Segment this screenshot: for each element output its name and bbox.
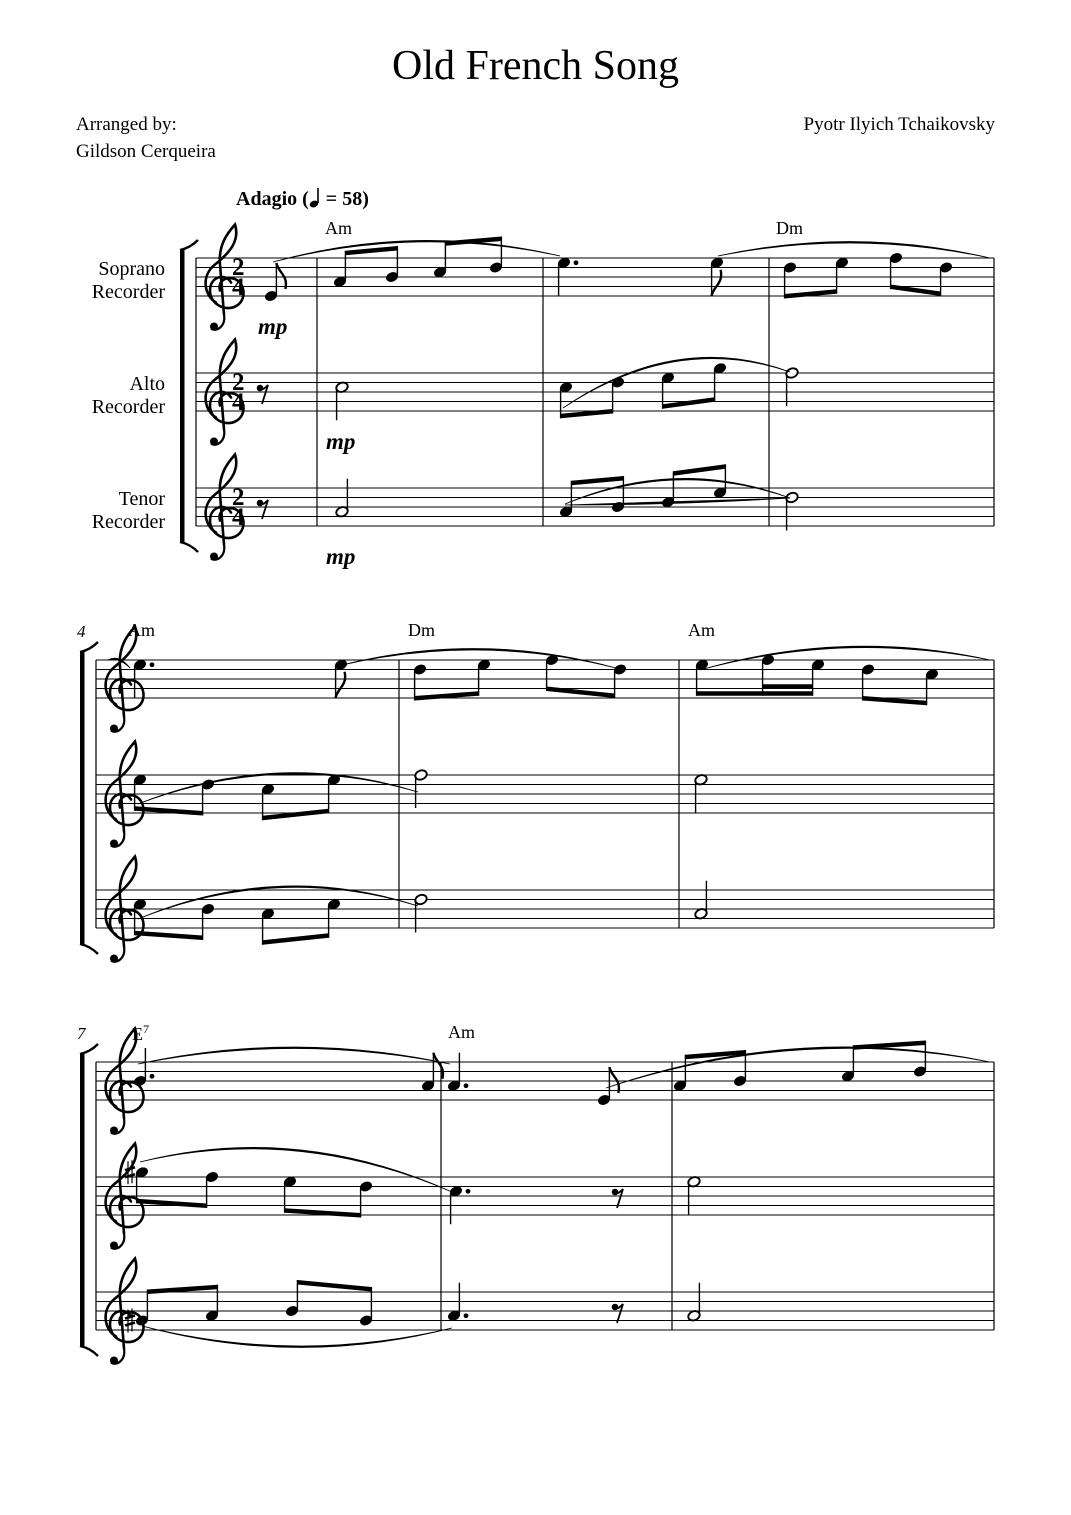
slur (142, 1326, 452, 1348)
instrument-line1: Alto (129, 373, 165, 395)
chord-symbol: Am (688, 620, 715, 640)
instrument-line1: Tenor (118, 488, 165, 510)
bracket (80, 652, 85, 944)
time-sig-bottom: 4 (232, 389, 245, 416)
time-sig-top: 2 (232, 369, 245, 396)
time-sig-bottom: 4 (232, 504, 245, 531)
instrument-line1: Soprano (98, 258, 165, 280)
tempo-marking (236, 187, 369, 211)
instrument-name-alto (5, 373, 165, 419)
augmentation-dot (464, 1313, 469, 1318)
page-title: Old French Song (392, 43, 679, 89)
chord-symbol (132, 1022, 149, 1045)
instrument-line2: Recorder (91, 281, 165, 303)
bracket (80, 1054, 85, 1346)
dynamic-marking: mp (258, 314, 288, 339)
instrument-line2: Recorder (91, 396, 165, 418)
note-flag (336, 672, 346, 698)
augmentation-dot (574, 260, 579, 265)
note-beam (297, 1280, 371, 1292)
chord-symbol: Am (128, 620, 155, 640)
note-beam (263, 933, 329, 945)
bracket (180, 250, 185, 542)
note-beam (763, 684, 813, 688)
note-beam (663, 397, 715, 409)
slur (138, 886, 418, 919)
chord-extension: 7 (143, 1022, 149, 1036)
tempo-text: Adagio ( (236, 188, 309, 210)
arranger-name: Gildson Cerqueira (76, 141, 216, 162)
chord-symbol: Am (325, 218, 352, 238)
note-flag (609, 1067, 619, 1093)
chord-root: E (132, 1024, 143, 1044)
note-beam (673, 464, 725, 476)
note-beam (415, 691, 479, 700)
note-beam (135, 806, 203, 815)
note-beam (571, 476, 623, 485)
note-beam (685, 1050, 745, 1059)
measure-number: 7 (77, 1024, 86, 1043)
dynamic-marking: mp (326, 544, 356, 569)
time-signature (232, 369, 245, 416)
chord-symbol: Am (448, 1022, 475, 1042)
augmentation-dot (466, 1189, 471, 1194)
arranger-label: Arranged by: (76, 114, 177, 135)
note-beam (345, 246, 397, 255)
instrument-name-tenor (5, 488, 165, 534)
note-beam (561, 409, 613, 418)
note-beam (285, 1208, 361, 1217)
slur (138, 773, 418, 804)
tempo-value: = 58) (325, 188, 369, 210)
note-beam (263, 809, 329, 821)
slur (606, 1047, 990, 1088)
chord-symbol: Dm (408, 620, 435, 640)
time-sig-top: 2 (232, 484, 245, 511)
dynamic-marking: mp (326, 429, 356, 454)
slur (140, 1147, 452, 1192)
note-flag (712, 270, 722, 296)
note-beam (697, 691, 813, 696)
note-beam (147, 1285, 217, 1294)
slur (700, 646, 990, 670)
note-beam (785, 289, 837, 298)
slur (718, 241, 990, 258)
augmentation-dot (150, 1074, 155, 1079)
composer-name: Pyotr Ilyich Tchaikovsky (803, 114, 995, 135)
note-beam (137, 1199, 207, 1208)
instrument-line2: Recorder (91, 511, 165, 533)
slur (338, 648, 616, 668)
time-signature (232, 484, 245, 531)
time-sig-bottom: 4 (232, 274, 245, 301)
slur (565, 498, 790, 505)
quarter-note-icon (309, 187, 321, 209)
bracket (80, 642, 98, 652)
augmentation-dot (464, 1083, 469, 1088)
measure-number: 4 (77, 622, 86, 641)
bracket (80, 944, 98, 954)
time-sig-top: 2 (232, 254, 245, 281)
augmentation-dot (150, 662, 155, 667)
bracket (180, 240, 198, 250)
slur (273, 240, 560, 262)
note-flag (276, 263, 286, 289)
bracket (180, 542, 198, 552)
bracket (80, 1044, 98, 1054)
note-beam (863, 696, 927, 705)
time-signature (232, 254, 245, 301)
note-beam (135, 931, 203, 940)
staff-lines (96, 254, 994, 1330)
instrument-name-soprano (5, 258, 165, 304)
chord-symbol: Dm (776, 218, 803, 238)
bracket (80, 1346, 98, 1356)
